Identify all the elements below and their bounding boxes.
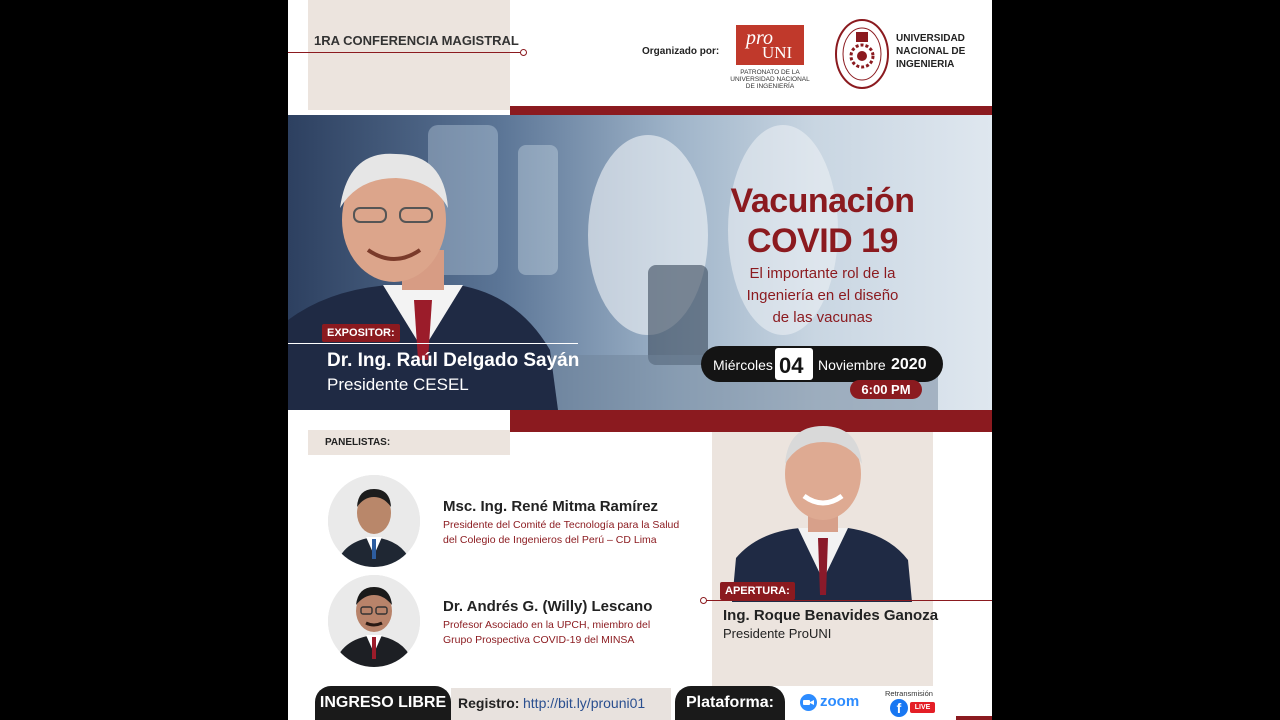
platform-badge (675, 686, 785, 720)
conference-underline-dot (520, 49, 527, 56)
prouni-logo-pro: pro (746, 27, 774, 49)
panelist-2-desc2: Grupo Prospectiva COVID-19 del MINSA (443, 634, 635, 646)
opening-underline-dot (700, 597, 707, 604)
date-day: 04 (779, 353, 804, 378)
event-poster (288, 0, 992, 720)
opening-role: Presidente ProUNI (723, 626, 832, 641)
zoom-label: zoom (820, 693, 860, 710)
free-entry-label: INGRESO LIBRE (319, 694, 447, 711)
top-maroon-stripe (510, 106, 992, 115)
footer-decor-line (956, 716, 992, 720)
time-pill (850, 380, 922, 399)
lab-microscope-shape (648, 265, 708, 365)
prouni-logo (736, 25, 804, 65)
opening-tag (720, 582, 795, 600)
panelist-2-desc1: Profesor Asociado en la UPCH, miembro del (443, 619, 651, 631)
speaker-tag (322, 324, 400, 342)
registro-link[interactable]: http://bit.ly/prouni01 (523, 695, 646, 711)
zoom-icon (800, 694, 817, 711)
subtitle-line2: Ingeniería en el diseño (746, 287, 899, 304)
registro-label: Registro: (458, 695, 520, 711)
live-badge (910, 702, 935, 713)
subtitle-line3: de las vacunas (772, 309, 873, 326)
panelist-1-name: Msc. Ing. René Mitma Ramírez (443, 498, 659, 515)
prouni-logo-uni: UNI (762, 43, 793, 62)
panelist-2-name: Dr. Andrés G. (Willy) Lescano (443, 598, 653, 615)
title-line2: COVID 19 (747, 222, 898, 260)
subtitle-line1: El importante rol de la (749, 265, 896, 282)
speaker-role: Presidente CESEL (327, 375, 469, 394)
date-weekday: Miércoles (713, 357, 773, 373)
opening-speaker-photo (728, 420, 918, 602)
prouni-tagline-3: DE INGENIERÍA (745, 83, 795, 90)
uni-seal-icon (835, 18, 889, 90)
panelist-1-desc1: Presidente del Comité de Tecnología para la Salud (443, 519, 680, 531)
panelist-avatar-1 (328, 475, 420, 567)
beige-panel-top (308, 0, 510, 110)
opening-name: Ing. Roque Benavides Ganoza (723, 607, 939, 624)
opening-tag-label: APERTURA: (725, 585, 790, 597)
calendar-icon (775, 348, 813, 380)
free-entry-badge (315, 686, 451, 720)
title-line1: Vacunación (730, 182, 915, 220)
panel-heading: PANELISTAS: (325, 437, 391, 448)
prouni-tagline-1: PATRONATO DE LA (740, 69, 800, 76)
uni-name-line2: NACIONAL DE (896, 46, 966, 57)
conference-label: 1RA CONFERENCIA MAGISTRAL (314, 33, 519, 48)
opening-underline (705, 600, 992, 601)
date-month: Noviembre (818, 357, 886, 373)
speaker-name: Dr. Ing. Raúl Delgado Sayán (327, 350, 580, 371)
retransmision-label: Retransmisión (885, 689, 933, 698)
panelist-1-desc2: del Colegio de Ingenieros del Perú – CD Lima (443, 534, 657, 546)
organized-by-label: Organizado por: (642, 46, 720, 57)
conference-underline (288, 52, 522, 53)
uni-name-line1: UNIVERSIDAD (896, 33, 965, 44)
date-year: 2020 (891, 356, 927, 373)
platform-label: Plataforma: (685, 694, 775, 711)
uni-name-line3: INGENIERIA (896, 59, 955, 70)
speaker-underline (288, 343, 578, 344)
prouni-tagline-2: UNIVERSIDAD NACIONAL (730, 76, 810, 83)
date-pill (701, 346, 943, 382)
facebook-icon: f (890, 699, 908, 717)
live-label: LIVE (914, 704, 931, 711)
panelist-avatar-2 (328, 575, 420, 667)
date-time: 6:00 PM (861, 382, 911, 397)
speaker-tag-label: EXPOSITOR: (327, 327, 395, 339)
